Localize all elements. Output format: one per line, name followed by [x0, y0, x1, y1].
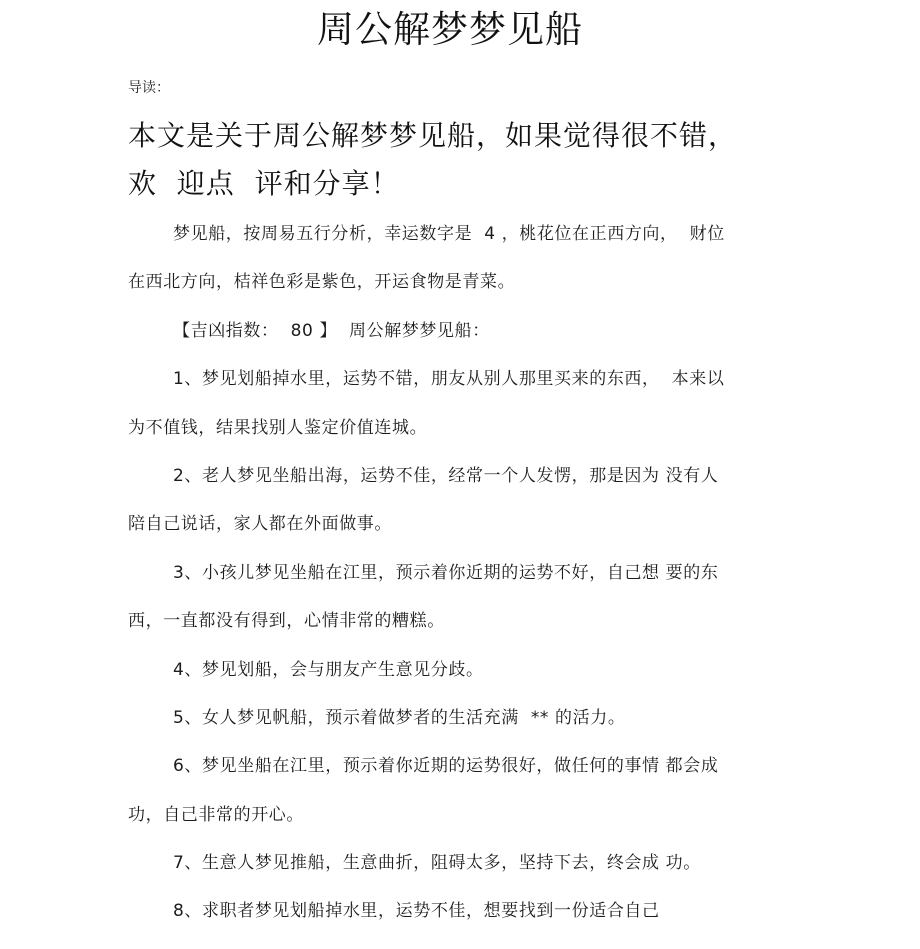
paragraph-line-lucky-color: 在西北方向，桔祥色彩是紫色，开运食物是青菜。 — [128, 272, 516, 293]
lead-line: 欢 迎点 评和分享！ — [128, 167, 400, 200]
paragraph-line-fortune-index: 【吉凶指数： 80 】 周公解梦梦见船： — [173, 320, 490, 341]
paragraph-line-item-7: 7、生意人梦见推船，生意曲折，阻碍太多，坚持下去，终会成 功。 — [173, 853, 701, 874]
paragraph-line-item-6: 6、梦见坐船在江里，预示着你近期的运势很好，做任何的事情 都会成 — [173, 756, 719, 777]
paragraph-line-lucky-number: 梦见船，按周易五行分析，幸运数字是 4 ，桃花位在正西方向， 财位 — [173, 224, 725, 244]
paragraph-line-item-4: 4、梦见划船，会与朋友产生意见分歧。 — [173, 659, 484, 680]
lead-line: 本文是关于周公解梦梦见船，如果觉得很不错， — [128, 119, 738, 152]
intro-label: 导读： — [128, 80, 170, 96]
body-text — [128, 210, 768, 936]
page-title: 周公解梦梦见船 — [317, 8, 583, 51]
paragraph-line-item-5: 5、女人梦见帆船，预示着做梦者的生活充满 ** 的活力。 — [173, 707, 626, 728]
paragraph-line-item-2: 2、老人梦见坐船出海，运势不佳，经常一个人发愣，那是因为 没有人 — [173, 465, 719, 486]
paragraph-line-item-1: 1、梦见划船掉水里，运势不错，朋友从别人那里买来的东西， 本来以 — [173, 369, 725, 390]
paragraph-line-item-6-cont: 功，自己非常的开心。 — [128, 804, 304, 825]
paragraph-line-item-2-cont: 陪自己说话，家人都在外面做事。 — [128, 514, 392, 535]
paragraph-line-item-3-cont: 西，一直都没有得到，心情非常的糟糕。 — [128, 611, 445, 632]
paragraph-line-item-1-cont: 为不值钱，结果找别人鉴定价值连城。 — [128, 417, 428, 438]
lead-paragraph — [128, 112, 788, 208]
paragraph-line-item-3: 3、小孩儿梦见坐船在江里，预示着你近期的运势不好，自己想 要的东 — [173, 562, 719, 583]
paragraph-line-item-8: 8、求职者梦见划船掉水里，运势不佳，想要找到一份适合自己 — [173, 901, 660, 922]
